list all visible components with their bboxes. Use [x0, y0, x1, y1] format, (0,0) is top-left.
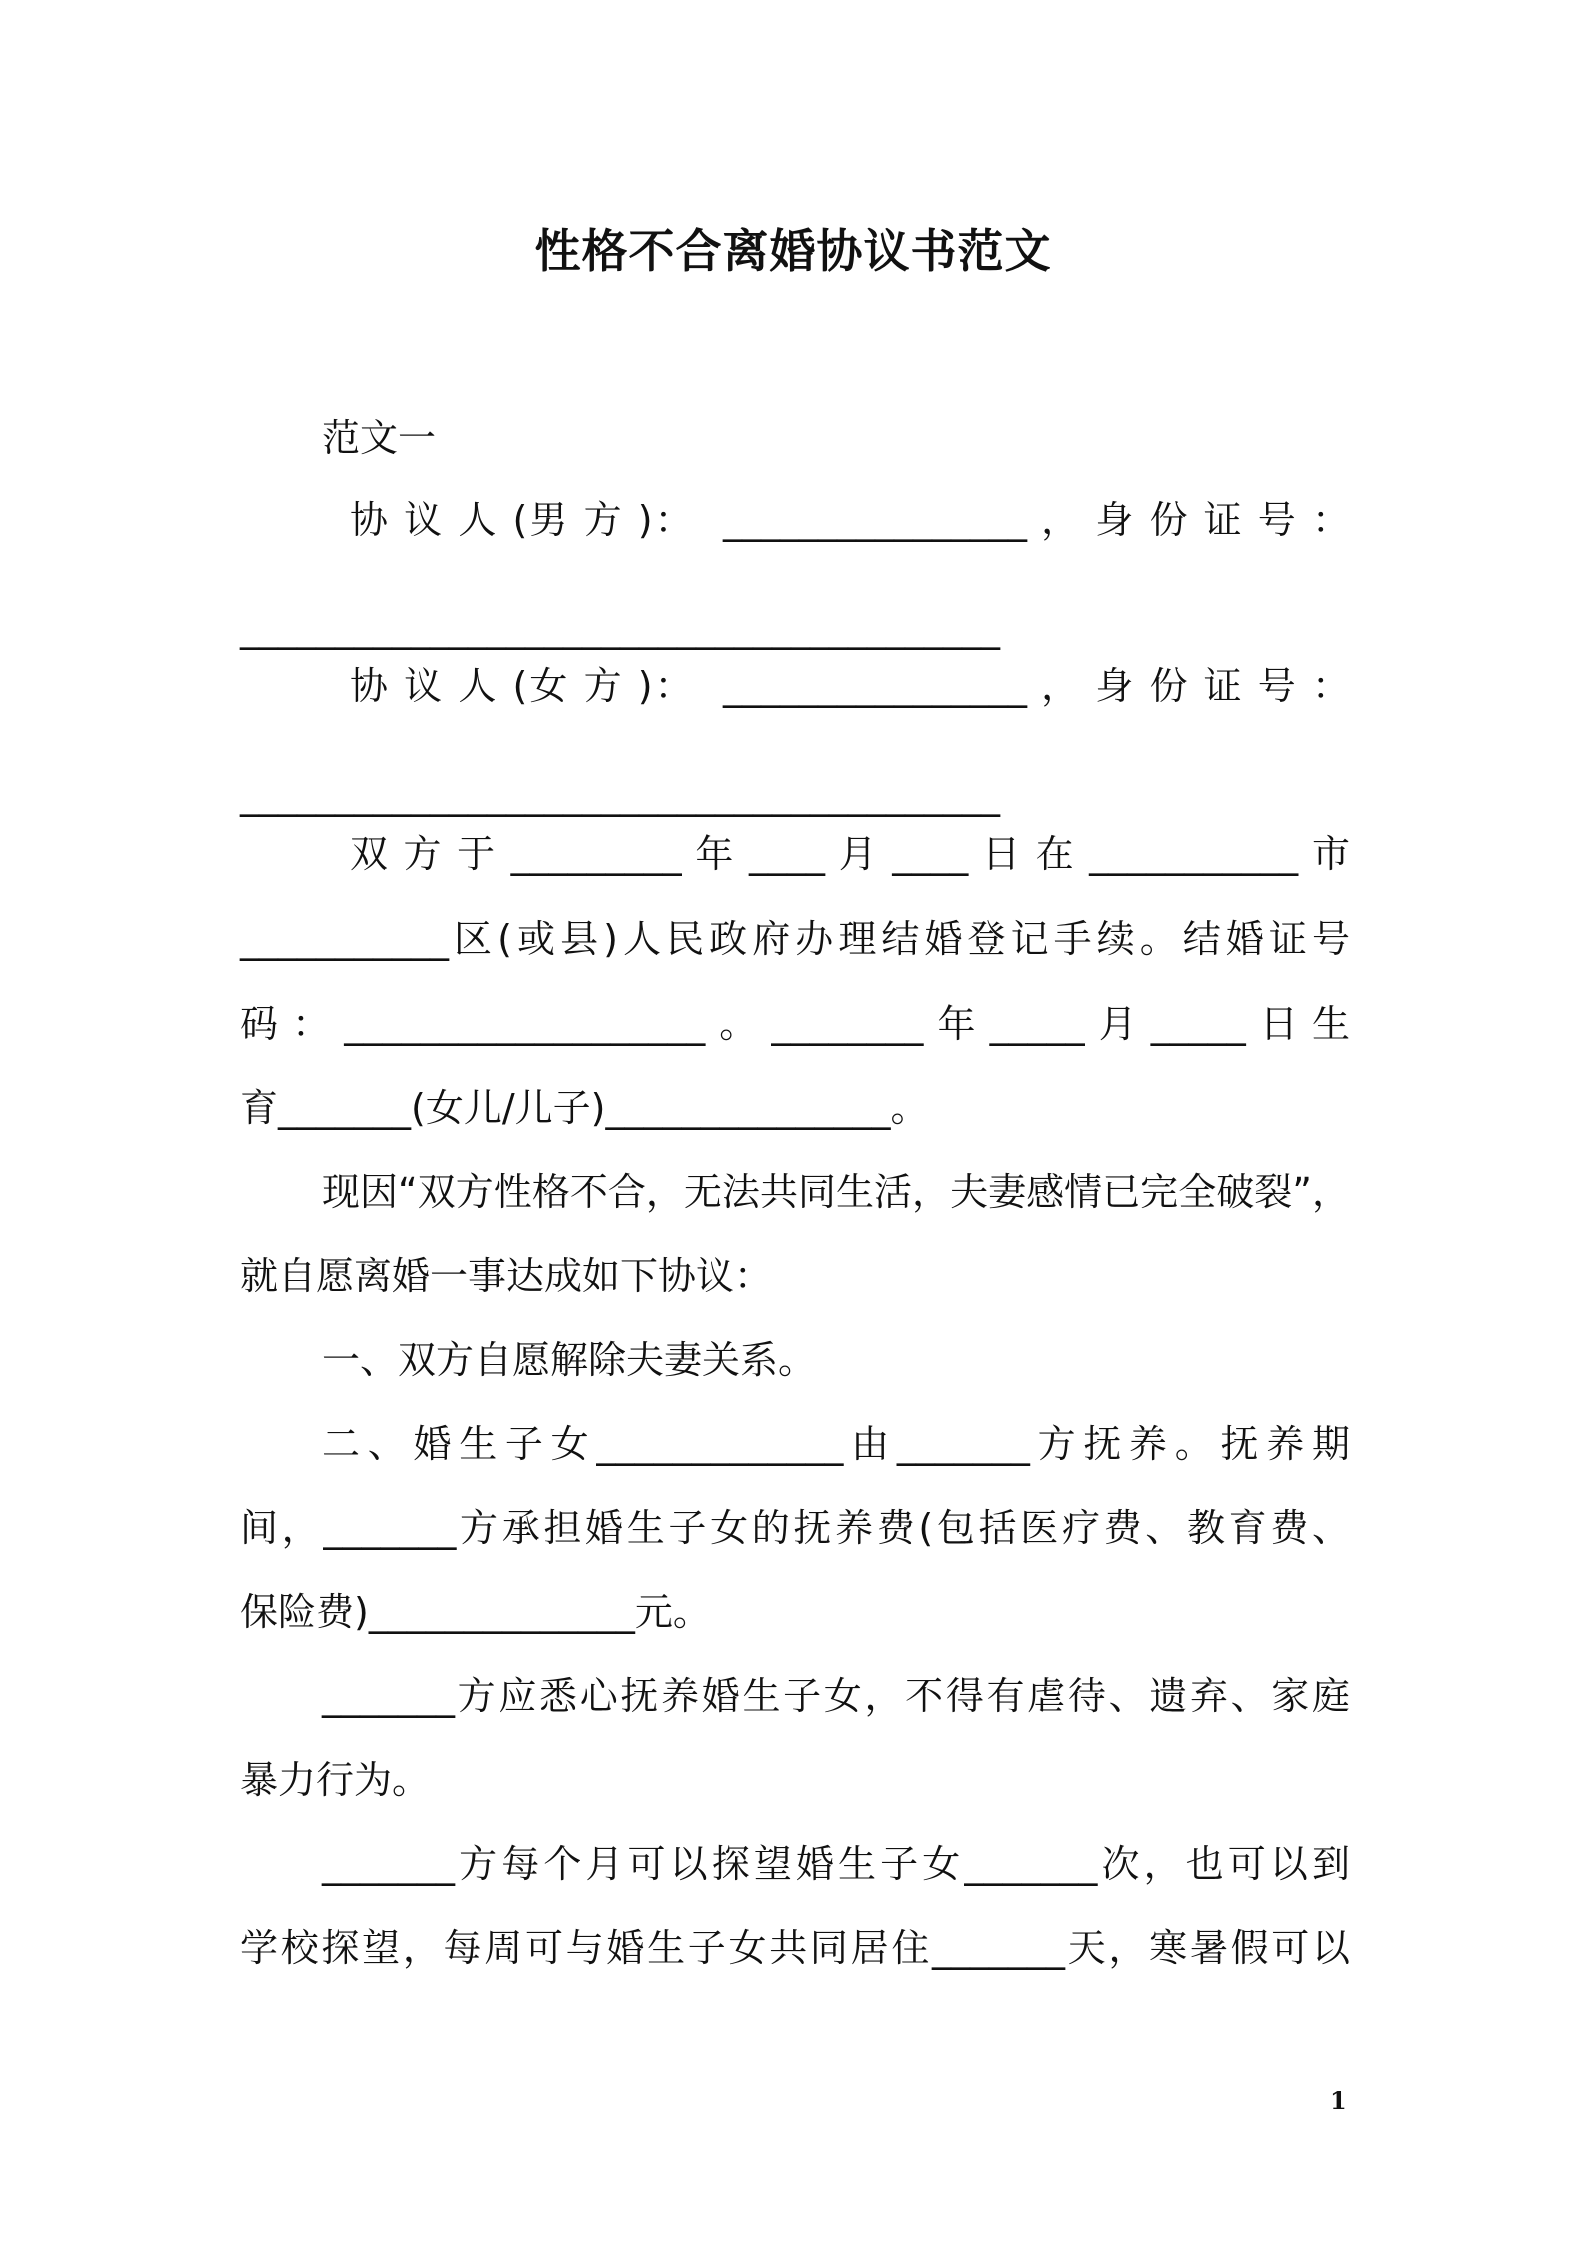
- text-line: ________________________________________: [240, 606, 1000, 650]
- text-line: 间，_______方承担婚生子女的抚养费(包括医疗费、教育费、: [240, 1506, 1350, 1550]
- text-line: 保险费)______________元。: [240, 1590, 711, 1634]
- document-title: 性格不合离婚协议书范文: [534, 224, 1052, 278]
- text-line: 育_______(女儿/儿子)_______________。: [240, 1086, 929, 1130]
- text-line: 协 议 人 (男 方 )： ________________ ， 身 份 证 号 ：: [350, 498, 1350, 542]
- text-line: 暴力行为。: [240, 1758, 431, 1802]
- section-heading: 范文一: [322, 416, 437, 460]
- text-line: 双 方 于 _________ 年 ____ 月 ____ 日 在 ___________ 市: [350, 832, 1350, 876]
- page-number: 1: [1330, 2086, 1347, 2115]
- text-line: _______方每个月可以探望婚生子女_______次，也可以到: [322, 1842, 1350, 1886]
- text-line: _______方应悉心抚养婚生子女，不得有虐待、遗弃、家庭: [322, 1674, 1350, 1718]
- text-line: 学校探望，每周可与婚生子女共同居住_______天，寒暑假可以: [240, 1926, 1350, 1970]
- text-line: 一、双方自愿解除夫妻关系。: [322, 1338, 817, 1382]
- text-line: ________________________________________: [240, 773, 1000, 817]
- text-line: 二、婚生子女_____________由_______方抚养。抚养期: [322, 1422, 1350, 1466]
- text-line: 协 议 人 (女 方 )： ________________ ， 身 份 证 号 ：: [350, 664, 1350, 708]
- text-line: 现因“双方性格不合，无法共同生活，夫妻感情已完全破裂”，: [322, 1170, 1350, 1214]
- text-line: 就自愿离婚一事达成如下协议：: [240, 1254, 773, 1298]
- text-line: 码：___________________。________年_____月_____日生: [240, 1002, 1350, 1046]
- text-line: ___________区(或县)人民政府办理结婚登记手续。结婚证号: [240, 917, 1350, 961]
